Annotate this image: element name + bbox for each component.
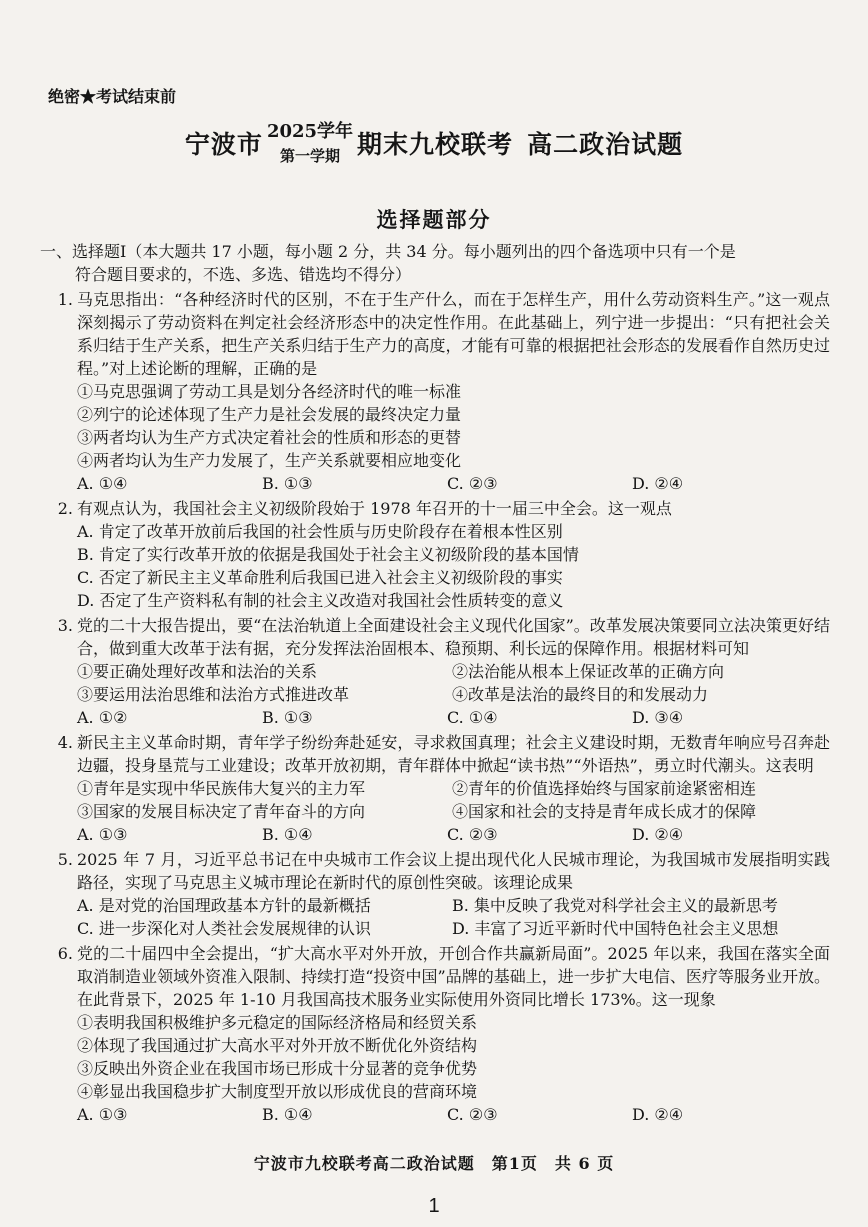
option-c: C. ②③ bbox=[447, 1105, 498, 1124]
question-4 bbox=[40, 731, 830, 846]
title-term: 第一学期 bbox=[279, 146, 340, 165]
option-c: C. ②③ bbox=[447, 474, 498, 493]
option-d: D. ③④ bbox=[632, 708, 684, 727]
statement-item: ③反映出外资企业在我国市场已形成十分显著的竞争优势 bbox=[77, 1059, 478, 1078]
question-number: 2. bbox=[57, 499, 73, 518]
statement-item: ③要运用法治思维和法治方式推进改革 bbox=[77, 685, 350, 704]
instructions-line-1: 一、选择题Ⅰ（本大题共 17 小题，每小题 2 分，共 34 分。每小题列出的四个备选项中只有一个是 bbox=[40, 242, 736, 261]
answer-options bbox=[40, 706, 830, 729]
question-stem: 新民主主义革命时期，青年学子纷纷奔赴延安，寻求救国真理；社会主义建设时期，无数青年响应号召奔赴边疆，投身垦荒与工业建设；改革开放初期，青年群体中掀起“读书热”“外语热”，勇立时代潮头。这表明 bbox=[77, 733, 830, 775]
confidential-label: 绝密★考试结束前 bbox=[48, 87, 177, 106]
option-c: C. 进一步深化对人类社会发展规律的认识 bbox=[77, 919, 371, 938]
statement-item: ④彰显出我国稳步扩大制度型开放以形成优良的营商环境 bbox=[77, 1082, 478, 1101]
question-number: 6. bbox=[57, 944, 73, 963]
option-d: D. ②④ bbox=[632, 1105, 684, 1124]
answer-options bbox=[40, 823, 830, 846]
option-c: C. 否定了新民主主义革命胜利后我国已进入社会主义初级阶段的事实 bbox=[77, 568, 563, 587]
question-stem: 马克思指出：“各种经济时代的区别，不在于生产什么，而在于怎样生产，用什么劳动资料生产。”这一观点深刻揭示了劳动资料在判定社会经济形态中的决定性作用。在此基础上，列宁进一步提出：“只有把社会关系归结于生产关系，把生产关系归结于生产力的高度，才能有可靠的根据把社会形态的发展看作自然历史过程。”对上述论断的理解，正确的是 bbox=[77, 290, 830, 378]
page-footer: 宁波市九校联考高二政治试题 第1页 共 6 页 bbox=[253, 1154, 615, 1173]
question-content bbox=[40, 240, 830, 1126]
option-b: B. 肯定了实行改革开放的依据是我国处于社会主义初级阶段的基本国情 bbox=[77, 545, 579, 564]
title-main: 期末九校联考 bbox=[357, 130, 514, 160]
statement-item: ①表明我国积极维护多元稳定的国际经济格局和经贸关系 bbox=[77, 1013, 478, 1032]
statement-item: ①要正确处理好改革和法治的关系 bbox=[77, 662, 318, 681]
option-a: A. 是对党的治国理政基本方针的最新概括 bbox=[77, 896, 371, 915]
title-subject: 高二政治试题 bbox=[527, 130, 684, 160]
question-1 bbox=[40, 288, 830, 495]
statement-item: ③国家的发展目标决定了青年奋斗的方向 bbox=[77, 802, 366, 821]
option-d: D. ②④ bbox=[632, 474, 684, 493]
statement-item: ④国家和社会的支持是青年成长成才的保障 bbox=[452, 802, 757, 821]
option-a: A. ①④ bbox=[77, 474, 128, 493]
question-2 bbox=[40, 497, 830, 612]
option-b: B. ①③ bbox=[262, 708, 313, 727]
option-a: A. 肯定了改革开放前后我国的社会性质与历史阶段存在着根本性区别 bbox=[77, 522, 563, 541]
statement-item: ②法治能从根本上保证改革的正确方向 bbox=[452, 662, 725, 681]
question-stem: 党的二十大报告提出，要“在法治轨道上全面建设社会主义现代化国家”。改革发展决策要同立法决策更好结合，做到重大改革于法有据，充分发挥法治固根本、稳预期、利长远的保障作用。根据材料可知 bbox=[77, 616, 830, 658]
option-c: C. ②③ bbox=[447, 825, 498, 844]
option-d: D. ②④ bbox=[632, 825, 684, 844]
question-number: 1. bbox=[57, 290, 73, 309]
answer-options bbox=[40, 1103, 830, 1126]
statement-item: ②体现了我国通过扩大高水平对外开放不断优化外资结构 bbox=[77, 1036, 478, 1055]
option-d: D. 否定了生产资料私有制的社会主义改造对我国社会性质转变的意义 bbox=[77, 591, 564, 610]
question-stem: 党的二十届四中全会提出，“扩大高水平对外开放，开创合作共赢新局面”。2025 年以来，我国在落实全面取消制造业领域外资准入限制、持续打造“投资中国”品牌的基础上，进一步扩大电信、医疗等服务业开放。在此背景下，2025 年 1-10 月我国高技术服务业实际使用外资同比增长 173%。这一现象 bbox=[77, 944, 830, 1009]
statement-item: ②列宁的论述体现了生产力是社会发展的最终决定力量 bbox=[77, 405, 462, 424]
answer-options bbox=[40, 472, 830, 495]
option-d: D. 丰富了习近平新时代中国特色社会主义思想 bbox=[452, 919, 779, 938]
option-c: C. ①④ bbox=[447, 708, 498, 727]
question-number: 5. bbox=[57, 850, 73, 869]
statement-item: ①马克思强调了劳动工具是划分各经济时代的唯一标准 bbox=[77, 382, 462, 401]
question-3 bbox=[40, 614, 830, 729]
statement-item: ④改革是法治的最终目的和发展动力 bbox=[452, 685, 709, 704]
section-title: 选择题部分 bbox=[376, 207, 492, 232]
option-b: B. ①④ bbox=[262, 1105, 313, 1124]
statement-item: ②青年的价值选择始终与国家前途紧密相连 bbox=[452, 779, 757, 798]
option-b: B. 集中反映了我党对科学社会主义的最新思考 bbox=[452, 896, 778, 915]
statement-item: ①青年是实现中华民族伟大复兴的主力军 bbox=[77, 779, 366, 798]
instructions-line-2: 符合题目要求的，不选、多选、错选均不得分） bbox=[75, 265, 412, 284]
question-stem: 有观点认为，我国社会主义初级阶段始于 1978 年召开的十一届三中全会。这一观点 bbox=[77, 499, 672, 518]
option-a: A. ①② bbox=[77, 708, 128, 727]
statement-item: ③两者均认为生产方式决定着社会的性质和形态的更替 bbox=[77, 428, 462, 447]
option-a: A. ①③ bbox=[77, 825, 128, 844]
title-year: 2025学年 bbox=[266, 121, 354, 142]
question-6 bbox=[40, 942, 830, 1126]
option-b: B. ①③ bbox=[262, 474, 313, 493]
title-city: 宁波市 bbox=[184, 130, 263, 160]
option-a: A. ①③ bbox=[77, 1105, 128, 1124]
exam-title bbox=[0, 122, 868, 164]
statement-item: ④两者均认为生产力发展了，生产关系就要相应地变化 bbox=[77, 451, 462, 470]
question-number: 4. bbox=[57, 733, 73, 752]
page-number: 1 bbox=[428, 1195, 440, 1217]
option-b: B. ①④ bbox=[262, 825, 313, 844]
question-5 bbox=[40, 848, 830, 940]
question-number: 3. bbox=[57, 616, 73, 635]
question-stem: 2025 年 7 月，习近平总书记在中央城市工作会议上提出现代化人民城市理论，为我国城市发展指明实践路径，实现了马克思主义城市理论在新时代的原创性突破。该理论成果 bbox=[77, 850, 830, 892]
